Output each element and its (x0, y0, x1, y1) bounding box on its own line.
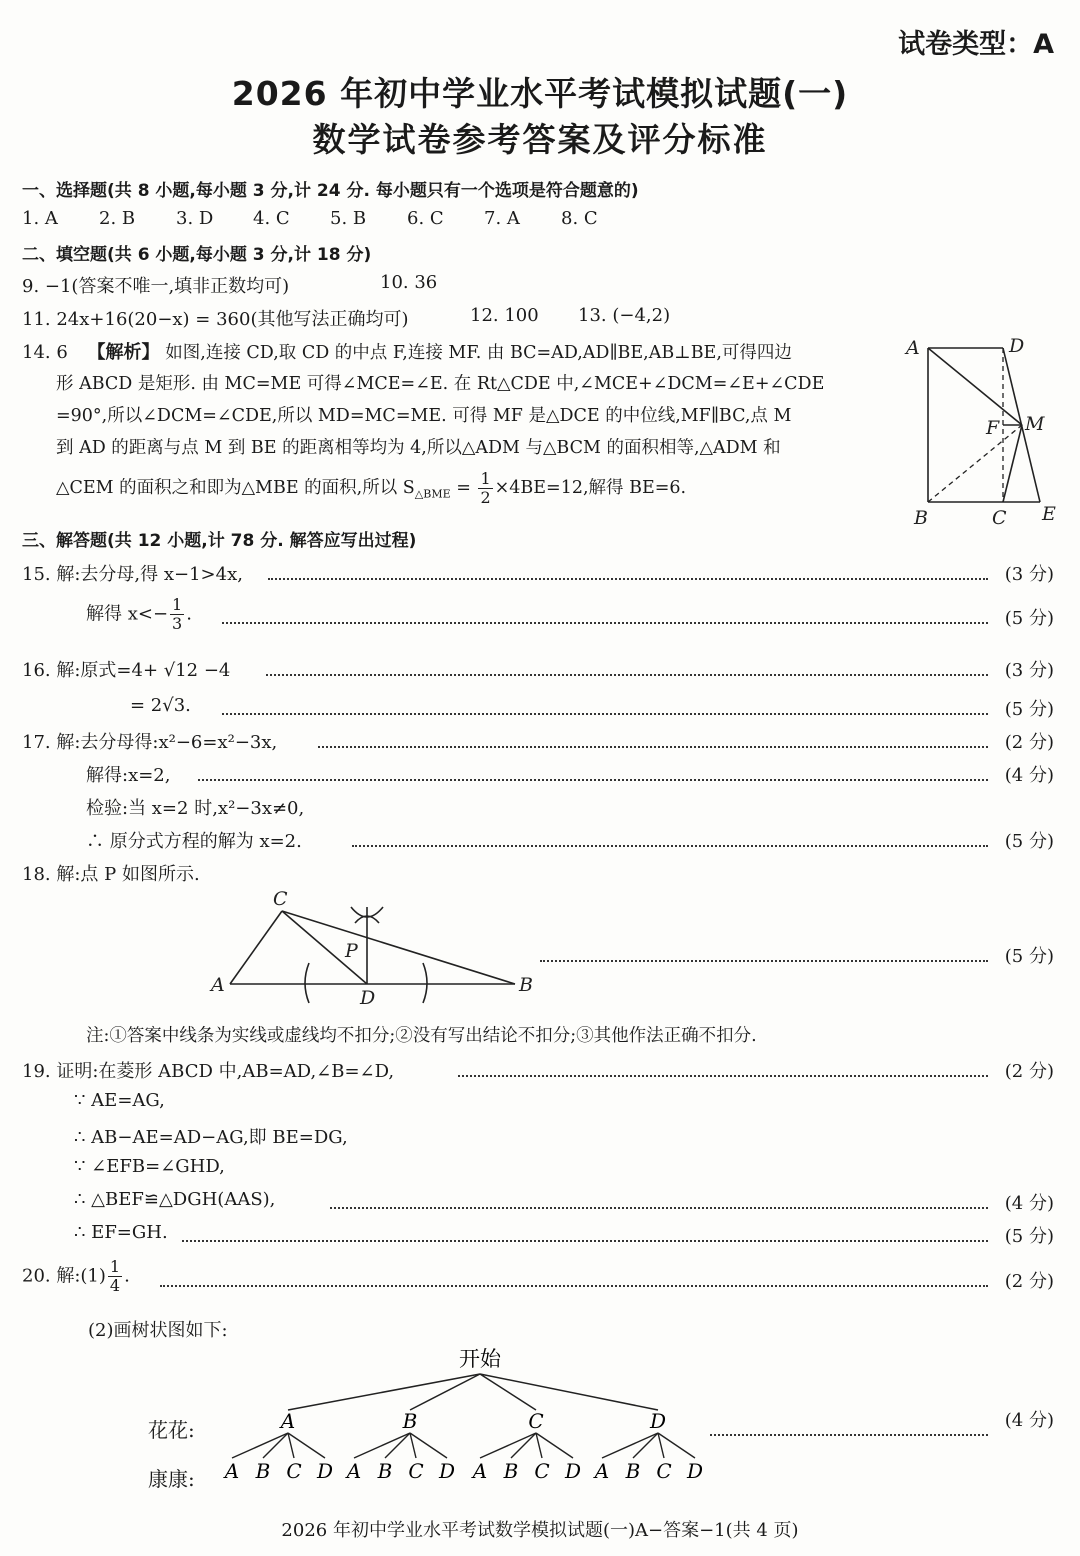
q14-text-line2: 形 ABCD 是矩形. 由 MC=ME 可得∠MCE=∠E. 在 Rt△CDE 中,∠MCE+∠DCM=∠E+∠CDE (56, 374, 825, 394)
dot-leader (352, 845, 988, 847)
answer-item: 6. C (407, 208, 444, 229)
label-E: E (1042, 503, 1056, 525)
score-q15-1: (3 分) (1004, 564, 1054, 585)
label-B: B (519, 974, 533, 996)
frac-denominator: 2 (480, 488, 491, 507)
label-P: P (345, 940, 358, 962)
frac-numerator: 1 (109, 1257, 121, 1276)
dot-leader (710, 1434, 988, 1436)
tree-branch (354, 1433, 410, 1458)
q19-line6: ∴ EF=GH. (74, 1222, 168, 1243)
q18-line1: 18. 解:点 P 如图所示. (22, 864, 200, 885)
score-q19-1: (2 分) (1004, 1061, 1054, 1082)
frac-denominator: 3 (172, 614, 183, 633)
tree-branch (480, 1433, 536, 1458)
fraction-one-third (170, 596, 184, 633)
score-q16-1: (3 分) (1004, 660, 1054, 681)
frac-numerator: 1 (172, 595, 183, 614)
q20-line1a: 20. 解:(1) (22, 1265, 106, 1287)
answer-item: 2. B (99, 208, 136, 229)
score-q18: (5 分) (1004, 946, 1054, 967)
tree-node-level1: C (528, 1409, 544, 1433)
section3-heading: 三、解答题(共 12 小题,计 78 分. 解答应写出过程) (22, 531, 417, 551)
q15-line1: 15. 解:去分母,得 x−1>4x, (22, 564, 243, 585)
q17-line1: 17. 解:去分母得:x²−6=x²−3x, (22, 732, 278, 753)
frac-numerator: 1 (480, 469, 491, 488)
score-q17-4: (5 分) (1004, 831, 1054, 852)
q14-text-line5 (56, 470, 686, 507)
tree-branch (385, 1433, 410, 1458)
q14-text-line4: 到 AD 的距离与点 M 到 BE 的距离相等均为 4,所以△ADM 与△BCM 的面积相等,△ADM 和 (56, 438, 781, 458)
q19-line2: ∵ AE=AG, (74, 1090, 165, 1111)
q17-line4: ∴ 原分式方程的解为 x=2. (86, 831, 302, 852)
segment-AC (230, 911, 282, 984)
answer-item: 5. B (330, 208, 367, 229)
tree-branch (288, 1374, 480, 1410)
tree-node-level2: C (408, 1459, 424, 1483)
q20-line1 (22, 1258, 130, 1295)
dot-leader (266, 674, 988, 676)
tree-node-level2: A (346, 1459, 362, 1483)
q14-text-line1: 如图,连接 CD,取 CD 的中点 F,连接 MF. 由 BC=AD,AD∥BE,AB⊥BE,可得四边 (165, 343, 792, 363)
segment-BM-dashed (928, 425, 1022, 502)
arc-right (423, 963, 427, 1003)
tree-diagram (210, 1342, 730, 1492)
q14-figure (900, 330, 1070, 530)
tree-node-level2: D (686, 1459, 704, 1483)
page-subtitle: 数学试卷参考答案及评分标准 (312, 120, 768, 159)
score-q17-2: (4 分) (1004, 765, 1054, 786)
label-A: A (211, 974, 225, 996)
answer-q10: 10. 36 (380, 272, 438, 293)
dot-leader (222, 622, 988, 624)
segment-AM (928, 348, 1022, 425)
score-q20-2: (4 分) (1004, 1410, 1054, 1431)
tree-node-level2: B (625, 1459, 641, 1483)
tree-node-level2: A (594, 1459, 610, 1483)
page-title: 2026 年初中学业水平考试模拟试题(一) (231, 74, 849, 113)
tree-node-level2: C (656, 1459, 672, 1483)
tree-node-level2: C (534, 1459, 550, 1483)
dot-leader (160, 1285, 988, 1287)
label-B: B (914, 507, 928, 529)
tree-node-level2: A (224, 1459, 240, 1483)
fraction-one-half (478, 470, 492, 507)
answer-q14 (22, 338, 792, 364)
score-q17-1: (2 分) (1004, 732, 1054, 753)
answer-item: 8. C (561, 208, 598, 229)
label-C: C (273, 888, 288, 910)
answer-q13: 13. (−4,2) (578, 305, 671, 326)
label-A: A (906, 337, 920, 359)
q20-line1b: . (124, 1265, 130, 1287)
answer-item: 4. C (253, 208, 290, 229)
dot-leader (318, 746, 988, 748)
q19-line3: ∴ AB−AE=AD−AG,即 BE=DG, (74, 1127, 348, 1148)
tree-branch (511, 1433, 536, 1458)
q14-analysis-tag: 【解析】 (87, 342, 160, 363)
score-q20-1: (2 分) (1004, 1271, 1054, 1292)
q15-line2 (86, 596, 192, 633)
label-D: D (360, 987, 376, 1005)
tree-node-level2: D (438, 1459, 456, 1483)
q18-note: 注:①答案中线条为实线或虚线均不扣分;②没有写出结论不扣分;③其他作法正确不扣分. (86, 1026, 757, 1046)
q14-eq: = (450, 478, 477, 498)
q19-line4: ∵ ∠EFB=∠GHD, (74, 1156, 225, 1177)
q15-line2a: 解得 x<− (86, 603, 169, 625)
q16-line2: = 2√3. (130, 695, 191, 716)
tree-node-level1: B (402, 1409, 418, 1433)
tree-root: 开始 (459, 1347, 501, 1371)
score-q15-2: (5 分) (1004, 608, 1054, 629)
label-D: D (1009, 335, 1025, 357)
dot-leader (182, 1240, 988, 1242)
q20-line2: (2)画树状图如下: (88, 1320, 228, 1341)
tree-node-level2: A (472, 1459, 488, 1483)
tree-branch (263, 1433, 288, 1458)
section2-heading: 二、填空题(共 6 小题,每小题 3 分,计 18 分) (22, 245, 372, 265)
tree-branch (633, 1433, 658, 1458)
answer-q11: 11. 24x+16(20−x) = 360(其他写法正确均可) (22, 309, 409, 330)
answer-item: 3. D (176, 208, 214, 229)
q18-figure (205, 885, 545, 1005)
dot-leader (222, 713, 988, 715)
tree-node-level2: D (564, 1459, 582, 1483)
tree-node-level2: B (255, 1459, 271, 1483)
answer-q12: 12. 100 (470, 305, 539, 326)
score-q19-5: (4 分) (1004, 1193, 1054, 1214)
q14-text-line3: =90°,所以∠DCM=∠CDE,所以 MD=MC=ME. 可得 MF 是△DCE 的中位线,MF∥BC,点 M (56, 406, 792, 426)
tree-branch (410, 1374, 480, 1410)
tree-node-level2: C (286, 1459, 302, 1483)
frac-denominator: 4 (109, 1276, 121, 1295)
section1-heading: 一、选择题(共 8 小题,每小题 3 分,计 24 分. 每小题只有一个选项是符合题意的) (22, 181, 639, 201)
area-subscript: △BME (414, 487, 451, 501)
tree-row1-label: 花花: (148, 1418, 195, 1442)
dot-leader (330, 1207, 988, 1209)
answer-item: 7. A (484, 208, 520, 229)
tree-node-level2: B (503, 1459, 519, 1483)
q15-line2b: . (186, 603, 192, 625)
tree-node-level2: D (316, 1459, 334, 1483)
dot-leader (268, 578, 988, 580)
q19-line1: 19. 证明:在菱形 ABCD 中,AB=AD,∠B=∠D, (22, 1061, 395, 1082)
q16-line1: 16. 解:原式=4+ √12 −4 (22, 660, 231, 681)
choice-answers (22, 208, 638, 229)
score-q16-2: (5 分) (1004, 699, 1054, 720)
arc-left (305, 963, 309, 1003)
tree-branch (602, 1433, 658, 1458)
q17-line3: 检验:当 x=2 时,x²−3x≠0, (86, 798, 305, 819)
label-M: M (1025, 413, 1045, 435)
q19-line5: ∴ △BEF≌△DGH(AAS), (74, 1189, 276, 1210)
q14-number: 14. 6 (22, 342, 68, 363)
segment-CB (282, 911, 515, 984)
tree-node-level1: D (649, 1409, 667, 1433)
q14-text-line5a: △CEM 的面积之和即为△MBE 的面积,所以 S (56, 478, 415, 498)
score-q19-6: (5 分) (1004, 1226, 1054, 1247)
q17-line2: 解得:x=2, (86, 765, 171, 786)
segment-CM (1003, 425, 1022, 502)
label-C: C (992, 507, 1007, 529)
dot-leader (540, 960, 988, 962)
dot-leader (458, 1075, 988, 1077)
fraction-one-quarter (108, 1258, 122, 1295)
tree-row2-label: 康康: (148, 1467, 195, 1491)
paper-type-label: 试卷类型：A (898, 29, 1054, 60)
answer-item: 1. A (22, 208, 58, 229)
page-footer: 2026 年初中学业水平考试数学模拟试题(一)A−答案−1(共 4 页) (281, 1520, 799, 1541)
dot-leader (198, 779, 988, 781)
label-F: F (986, 417, 1000, 439)
tree-branch (232, 1433, 288, 1458)
tree-node-level2: B (377, 1459, 393, 1483)
answer-q9: 9. −1(答案不唯一,填非正数均可) (22, 276, 290, 297)
q14-text-line5c: ×4BE=12,解得 BE=6. (494, 478, 687, 498)
tree-node-level1: A (280, 1409, 296, 1433)
